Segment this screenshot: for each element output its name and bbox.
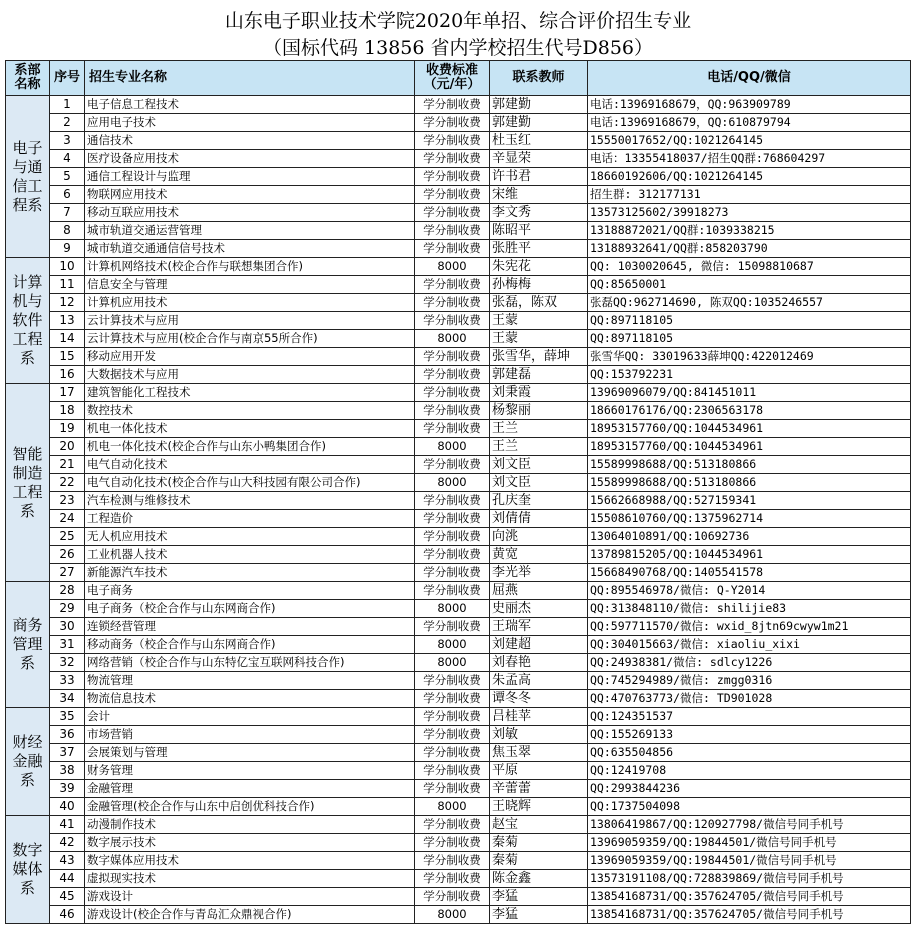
cell-phone: 招生群: 312177131: [588, 186, 911, 204]
cell-fee: 学分制收费: [415, 420, 490, 438]
table-row: [6, 384, 911, 402]
cell-no: 37: [50, 744, 85, 762]
cell-fee: 学分制收费: [415, 672, 490, 690]
cell-fee: 学分制收费: [415, 618, 490, 636]
table-row: [6, 672, 911, 690]
majors-table: [5, 60, 911, 924]
cell-phone: QQ:124351537: [588, 708, 911, 726]
cell-name: 电子商务: [85, 582, 415, 600]
dept-name: 电子与通信工程系: [12, 138, 43, 214]
cell-teacher: 郭建磊: [490, 366, 588, 384]
cell-name: 城市轨道交通通信信号技术: [85, 240, 415, 258]
cell-teacher: 焦玉翠: [490, 744, 588, 762]
cell-teacher: 陈昭平: [490, 222, 588, 240]
cell-name: 通信工程设计与监理: [85, 168, 415, 186]
table-row: [6, 762, 911, 780]
cell-teacher: 张胜平: [490, 240, 588, 258]
cell-teacher: 朱孟高: [490, 672, 588, 690]
cell-teacher: 郭建勤: [490, 114, 588, 132]
cell-fee: 学分制收费: [415, 870, 490, 888]
cell-fee: 8000: [415, 600, 490, 618]
cell-name: 应用电子技术: [85, 114, 415, 132]
cell-teacher: 张雪华，薛坤: [490, 348, 588, 366]
cell-no: 3: [50, 132, 85, 150]
cell-no: 33: [50, 672, 85, 690]
cell-teacher: 赵宝: [490, 816, 588, 834]
cell-no: 19: [50, 420, 85, 438]
cell-teacher: 孙梅梅: [490, 276, 588, 294]
cell-name: 移动商务（校企合作与山东网商合作): [85, 636, 415, 654]
cell-fee: 8000: [415, 798, 490, 816]
cell-phone: QQ:897118105: [588, 330, 911, 348]
dept-cell: [6, 96, 50, 258]
cell-name: 机电一体化技术: [85, 420, 415, 438]
cell-name: 连锁经营管理: [85, 618, 415, 636]
dept-name: 财经金融系: [12, 733, 43, 789]
cell-fee: 学分制收费: [415, 294, 490, 312]
cell-fee: 学分制收费: [415, 132, 490, 150]
cell-name: 网络营销（校企合作与山东特亿宝互联网科技合作): [85, 654, 415, 672]
cell-fee: 学分制收费: [415, 852, 490, 870]
table-row: [6, 780, 911, 798]
cell-fee: 学分制收费: [415, 96, 490, 114]
cell-teacher: 朱宪花: [490, 258, 588, 276]
cell-name: 数控技术: [85, 402, 415, 420]
dept-name: 商务管理系: [12, 616, 43, 672]
cell-no: 17: [50, 384, 85, 402]
cell-fee: 8000: [415, 636, 490, 654]
cell-no: 46: [50, 906, 85, 924]
table-row: [6, 564, 911, 582]
cell-name: 虚拟现实技术: [85, 870, 415, 888]
cell-no: 4: [50, 150, 85, 168]
table-row: [6, 888, 911, 906]
table-row: [6, 132, 911, 150]
cell-phone: 13188932641/QQ群:858203790: [588, 240, 911, 258]
cell-no: 22: [50, 474, 85, 492]
dept-name: 计算机与软件工程系: [12, 273, 43, 367]
cell-name: 物流信息技术: [85, 690, 415, 708]
cell-teacher: 王瑞军: [490, 618, 588, 636]
cell-fee: 学分制收费: [415, 168, 490, 186]
cell-name: 大数据技术与应用: [85, 366, 415, 384]
cell-name: 数字媒体应用技术: [85, 852, 415, 870]
cell-teacher: 谭冬冬: [490, 690, 588, 708]
cell-name: 计算机网络技术(校企合作与联想集团合作): [85, 258, 415, 276]
cell-fee: 学分制收费: [415, 312, 490, 330]
header-no: 序号: [50, 61, 85, 96]
cell-teacher: 王兰: [490, 438, 588, 456]
cell-phone: 13064010891/QQ:10692736: [588, 528, 911, 546]
cell-teacher: 杜玉红: [490, 132, 588, 150]
cell-phone: QQ:470763773/微信: TD901028: [588, 690, 911, 708]
cell-phone: 15662668988/QQ:527159341: [588, 492, 911, 510]
cell-name: 电子商务（校企合作与山东网商合作): [85, 600, 415, 618]
table-row: [6, 402, 911, 420]
table-row: [6, 96, 911, 114]
table-row: [6, 654, 911, 672]
cell-fee: 8000: [415, 438, 490, 456]
page-subtitle: （国标代码 13856 省内学校招生代号D856）: [262, 37, 654, 59]
cell-phone: 18660192606/QQ:1021264145: [588, 168, 911, 186]
cell-phone: QQ:745294989/微信: zmgg0316: [588, 672, 911, 690]
cell-no: 23: [50, 492, 85, 510]
cell-phone: QQ:1737504098: [588, 798, 911, 816]
cell-phone: 电话：13355418037/招生QQ群:768604297: [588, 150, 911, 168]
table-row: [6, 312, 911, 330]
table-row: [6, 366, 911, 384]
table-row: [6, 330, 911, 348]
cell-phone: 张雪华QQ: 33019633薛坤QQ:422012469: [588, 348, 911, 366]
cell-no: 20: [50, 438, 85, 456]
cell-name: 云计算技术与应用: [85, 312, 415, 330]
table-row: [6, 492, 911, 510]
cell-name: 电子信息工程技术: [85, 96, 415, 114]
cell-teacher: 王蒙: [490, 312, 588, 330]
cell-fee: 学分制收费: [415, 708, 490, 726]
cell-name: 电气自动化技术(校企合作与山大科技园有限公司合作): [85, 474, 415, 492]
table-row: [6, 852, 911, 870]
table-row: [6, 870, 911, 888]
cell-no: 9: [50, 240, 85, 258]
cell-no: 2: [50, 114, 85, 132]
cell-no: 13: [50, 312, 85, 330]
cell-name: 移动应用开发: [85, 348, 415, 366]
cell-name: 金融管理: [85, 780, 415, 798]
cell-name: 财务管理: [85, 762, 415, 780]
cell-teacher: 李文秀: [490, 204, 588, 222]
cell-teacher: 辛显荣: [490, 150, 588, 168]
cell-phone: QQ:897118105: [588, 312, 911, 330]
table-row: [6, 222, 911, 240]
cell-no: 11: [50, 276, 85, 294]
table-row: [6, 690, 911, 708]
cell-name: 动漫制作技术: [85, 816, 415, 834]
cell-fee: 学分制收费: [415, 564, 490, 582]
cell-no: 12: [50, 294, 85, 312]
cell-name: 城市轨道交通运营管理: [85, 222, 415, 240]
cell-phone: 电话:13969168679，QQ:610879794: [588, 114, 911, 132]
cell-no: 26: [50, 546, 85, 564]
cell-teacher: 张磊，陈双: [490, 294, 588, 312]
cell-teacher: 刘建超: [490, 636, 588, 654]
cell-name: 医疗设备应用技术: [85, 150, 415, 168]
cell-no: 21: [50, 456, 85, 474]
cell-no: 15: [50, 348, 85, 366]
table-row: [6, 114, 911, 132]
table-row: [6, 168, 911, 186]
cell-name: 物联网应用技术: [85, 186, 415, 204]
cell-no: 6: [50, 186, 85, 204]
cell-phone: QQ:12419708: [588, 762, 911, 780]
cell-phone: 电话:13969168679，QQ:963909789: [588, 96, 911, 114]
cell-phone: 15589998688/QQ:513180866: [588, 474, 911, 492]
cell-fee: 8000: [415, 330, 490, 348]
cell-phone: 18953157760/QQ:1044534961: [588, 438, 911, 456]
cell-no: 44: [50, 870, 85, 888]
table-row: [6, 186, 911, 204]
cell-fee: 学分制收费: [415, 204, 490, 222]
cell-name: 工程造价: [85, 510, 415, 528]
cell-name: 市场营销: [85, 726, 415, 744]
cell-no: 5: [50, 168, 85, 186]
cell-fee: 学分制收费: [415, 834, 490, 852]
cell-teacher: 屈燕: [490, 582, 588, 600]
table-row: [6, 618, 911, 636]
table-row: [6, 744, 911, 762]
cell-name: 游戏设计: [85, 888, 415, 906]
cell-fee: 学分制收费: [415, 546, 490, 564]
cell-teacher: 吕桂苹: [490, 708, 588, 726]
cell-teacher: 许书君: [490, 168, 588, 186]
cell-teacher: 秦菊: [490, 834, 588, 852]
cell-phone: QQ:24938381/微信: sdlcy1226: [588, 654, 911, 672]
cell-phone: 15508610760/QQ:1375962714: [588, 510, 911, 528]
cell-fee: 学分制收费: [415, 492, 490, 510]
cell-teacher: 刘敏: [490, 726, 588, 744]
cell-fee: 学分制收费: [415, 582, 490, 600]
table-row: [6, 834, 911, 852]
cell-phone: QQ:155269133: [588, 726, 911, 744]
cell-phone: 13854168731/QQ:357624705/微信号同手机号: [588, 906, 911, 924]
table-row: [6, 510, 911, 528]
cell-phone: QQ:85650001: [588, 276, 911, 294]
table-row: [6, 276, 911, 294]
cell-no: 16: [50, 366, 85, 384]
cell-fee: 学分制收费: [415, 726, 490, 744]
cell-fee: 8000: [415, 654, 490, 672]
cell-name: 新能源汽车技术: [85, 564, 415, 582]
cell-fee: 学分制收费: [415, 744, 490, 762]
cell-no: 30: [50, 618, 85, 636]
table-row: [6, 582, 911, 600]
cell-fee: 8000: [415, 474, 490, 492]
dept-name: 智能制造工程系: [12, 444, 43, 520]
cell-teacher: 李猛: [490, 906, 588, 924]
cell-phone: QQ:153792231: [588, 366, 911, 384]
cell-fee: 学分制收费: [415, 816, 490, 834]
cell-no: 28: [50, 582, 85, 600]
cell-fee: 学分制收费: [415, 888, 490, 906]
cell-no: 27: [50, 564, 85, 582]
cell-phone: 15668490768/QQ:1405541578: [588, 564, 911, 582]
cell-fee: 学分制收费: [415, 348, 490, 366]
table-row: [6, 240, 911, 258]
cell-phone: 13806419867/QQ:120927798/微信号同手机号: [588, 816, 911, 834]
cell-teacher: 王晓辉: [490, 798, 588, 816]
cell-teacher: 孔庆奎: [490, 492, 588, 510]
cell-fee: 学分制收费: [415, 384, 490, 402]
cell-fee: 学分制收费: [415, 762, 490, 780]
cell-teacher: 王蒙: [490, 330, 588, 348]
cell-no: 41: [50, 816, 85, 834]
cell-fee: 学分制收费: [415, 276, 490, 294]
cell-name: 机电一体化技术(校企合作与山东小鸭集团合作): [85, 438, 415, 456]
cell-phone: 13854168731/QQ:357624705/微信号同手机号: [588, 888, 911, 906]
cell-name: 游戏设计(校企合作与青岛汇众鼎视合作): [85, 906, 415, 924]
cell-no: 39: [50, 780, 85, 798]
header-phone: 电话/QQ/微信: [588, 61, 911, 96]
cell-no: 36: [50, 726, 85, 744]
cell-no: 24: [50, 510, 85, 528]
table-row: [6, 348, 911, 366]
cell-teacher: 平原: [490, 762, 588, 780]
cell-teacher: 杨黎丽: [490, 402, 588, 420]
cell-phone: QQ:304015663/微信: xiaoliu_xixi: [588, 636, 911, 654]
table-row: [6, 636, 911, 654]
cell-no: 8: [50, 222, 85, 240]
cell-no: 1: [50, 96, 85, 114]
cell-phone: 13969096079/QQ:841451011: [588, 384, 911, 402]
cell-no: 7: [50, 204, 85, 222]
table-row: [6, 474, 911, 492]
cell-teacher: 刘文臣: [490, 474, 588, 492]
header-major: 招生专业名称: [85, 61, 415, 96]
cell-fee: 学分制收费: [415, 240, 490, 258]
dept-cell: [6, 816, 50, 924]
cell-no: 29: [50, 600, 85, 618]
table-row: [6, 600, 911, 618]
cell-fee: 学分制收费: [415, 222, 490, 240]
cell-teacher: 刘文臣: [490, 456, 588, 474]
cell-teacher: 李光举: [490, 564, 588, 582]
table-row: [6, 906, 911, 924]
table-row: [6, 438, 911, 456]
cell-no: 45: [50, 888, 85, 906]
cell-name: 会展策划与管理: [85, 744, 415, 762]
cell-phone: QQ: 1030020645, 微信: 15098810687: [588, 258, 911, 276]
table-row: [6, 258, 911, 276]
cell-phone: 13969059359/QQ:19844501/微信号同手机号: [588, 852, 911, 870]
table-row: [6, 816, 911, 834]
cell-fee: 学分制收费: [415, 528, 490, 546]
cell-phone: 13573125602/39918273: [588, 204, 911, 222]
cell-phone: QQ:895546978/微信: Q-Y2014: [588, 582, 911, 600]
cell-name: 电气自动化技术: [85, 456, 415, 474]
cell-phone: 13789815205/QQ:1044534961: [588, 546, 911, 564]
dept-cell: [6, 582, 50, 708]
cell-fee: 学分制收费: [415, 150, 490, 168]
header-teacher: 联系教师: [490, 61, 588, 96]
cell-no: 32: [50, 654, 85, 672]
table-body: [6, 96, 911, 924]
cell-teacher: 刘倩倩: [490, 510, 588, 528]
cell-fee: 学分制收费: [415, 780, 490, 798]
cell-fee: 学分制收费: [415, 186, 490, 204]
cell-teacher: 李猛: [490, 888, 588, 906]
cell-no: 31: [50, 636, 85, 654]
cell-phone: QQ:313848110/微信: shilijie83: [588, 600, 911, 618]
cell-fee: 8000: [415, 906, 490, 924]
cell-teacher: 秦菊: [490, 852, 588, 870]
cell-phone: 18660176176/QQ:2306563178: [588, 402, 911, 420]
cell-name: 建筑智能化工程技术: [85, 384, 415, 402]
cell-teacher: 史丽杰: [490, 600, 588, 618]
cell-no: 42: [50, 834, 85, 852]
cell-name: 数字展示技术: [85, 834, 415, 852]
cell-teacher: 宋维: [490, 186, 588, 204]
dept-cell: [6, 258, 50, 384]
cell-name: 通信技术: [85, 132, 415, 150]
cell-phone: QQ:2993844236: [588, 780, 911, 798]
table-row: [6, 798, 911, 816]
header-row: [6, 61, 911, 96]
cell-no: 10: [50, 258, 85, 276]
cell-name: 信息安全与管理: [85, 276, 415, 294]
cell-teacher: 郭建勤: [490, 96, 588, 114]
cell-fee: 学分制收费: [415, 510, 490, 528]
cell-name: 会计: [85, 708, 415, 726]
cell-teacher: 陈金鑫: [490, 870, 588, 888]
cell-phone: 13188872021/QQ群:1039338215: [588, 222, 911, 240]
cell-fee: 学分制收费: [415, 690, 490, 708]
cell-phone: QQ:597711570/微信: wxid_8jtn69cwyw1m21: [588, 618, 911, 636]
cell-phone: 13573191108/QQ:728839869/微信号同手机号: [588, 870, 911, 888]
table-row: [6, 204, 911, 222]
cell-teacher: 王兰: [490, 420, 588, 438]
cell-phone: 15550017652/QQ:1021264145: [588, 132, 911, 150]
cell-teacher: 向洮: [490, 528, 588, 546]
dept-cell: [6, 708, 50, 816]
cell-name: 计算机应用技术: [85, 294, 415, 312]
table-row: [6, 726, 911, 744]
table-row: [6, 456, 911, 474]
table-row: [6, 528, 911, 546]
cell-no: 35: [50, 708, 85, 726]
cell-name: 工业机器人技术: [85, 546, 415, 564]
table-row: [6, 150, 911, 168]
cell-no: 38: [50, 762, 85, 780]
table-row: [6, 420, 911, 438]
cell-name: 移动互联应用技术: [85, 204, 415, 222]
cell-name: 金融管理(校企合作与山东中启创优科技合作): [85, 798, 415, 816]
header-fee: 收费标准（元/年）: [415, 61, 490, 96]
cell-fee: 学分制收费: [415, 456, 490, 474]
cell-no: 18: [50, 402, 85, 420]
dept-cell: [6, 384, 50, 582]
cell-teacher: 刘秉霞: [490, 384, 588, 402]
table-row: [6, 546, 911, 564]
cell-fee: 学分制收费: [415, 402, 490, 420]
cell-no: 14: [50, 330, 85, 348]
cell-phone: 13969059359/QQ:19844501/微信号同手机号: [588, 834, 911, 852]
cell-phone: 18953157760/QQ:1044534961: [588, 420, 911, 438]
cell-fee: 学分制收费: [415, 114, 490, 132]
cell-fee: 8000: [415, 258, 490, 276]
table-row: [6, 708, 911, 726]
cell-name: 无人机应用技术: [85, 528, 415, 546]
cell-no: 25: [50, 528, 85, 546]
cell-teacher: 黄宽: [490, 546, 588, 564]
table-row: [6, 294, 911, 312]
cell-no: 40: [50, 798, 85, 816]
cell-teacher: 辛蕾蕾: [490, 780, 588, 798]
cell-name: 云计算技术与应用(校企合作与南京55所合作): [85, 330, 415, 348]
cell-name: 物流管理: [85, 672, 415, 690]
page-title: 山东电子职业技术学院2020年单招、综合评价招生专业: [224, 10, 692, 32]
cell-no: 34: [50, 690, 85, 708]
cell-phone: 15589998688/QQ:513180866: [588, 456, 911, 474]
cell-teacher: 刘春艳: [490, 654, 588, 672]
dept-name: 数字媒体系: [12, 841, 43, 897]
cell-phone: 张磊QQ:962714690, 陈双QQ:1035246557: [588, 294, 911, 312]
cell-no: 43: [50, 852, 85, 870]
cell-phone: QQ:635504856: [588, 744, 911, 762]
cell-fee: 学分制收费: [415, 366, 490, 384]
header-dept: 系部名称: [6, 61, 50, 96]
cell-name: 汽车检测与维修技术: [85, 492, 415, 510]
